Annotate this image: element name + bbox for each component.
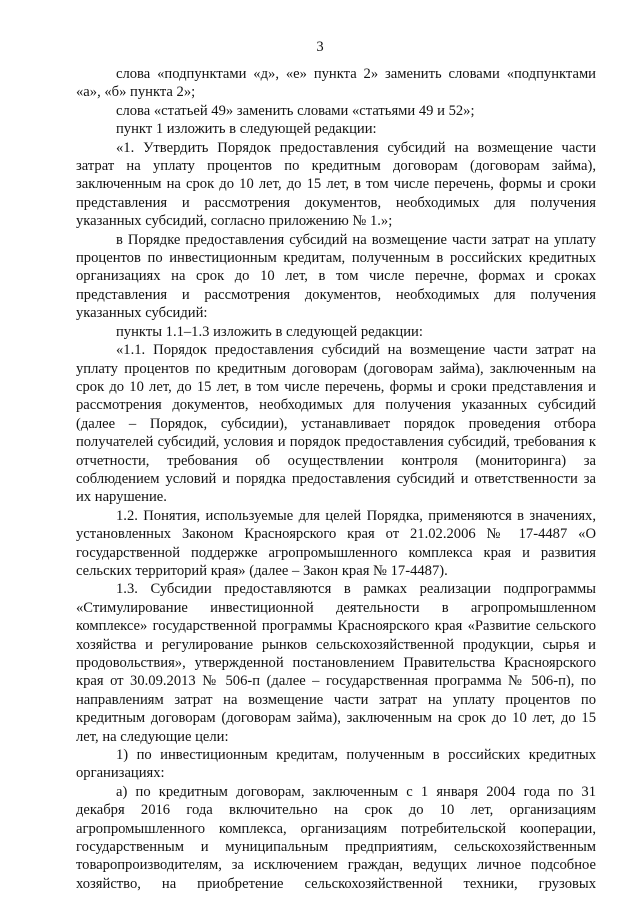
paragraph-replace-articles: слова «статьей 49» заменить словами «статьями 49 и 52»; bbox=[116, 102, 475, 119]
paragraph-subitem-1: 1) по инвестиционным кредитам, полученным в российских кредитных организациях: bbox=[76, 747, 596, 782]
paragraph-subitem-a: а) по кредитным договорам, заключенным с 1 января 2004 года по 31 декабря 2016 года включительно на срок до 10 лет, организациям агропромышленного комплекса, организациям потребительской кооперации, государственным и муниципальным предприятиям, сельскохозяйственным товаропроизводителям, за исключением граждан, ведущих личное подсобное хозяйство, на приобретение сельскохозяйственной техники, грузовых bbox=[76, 783, 596, 892]
paragraph-procedure-amendments: в Порядке предоставления субсидий на возмещение части затрат на уплату процентов по инвестиционным кредитам, полученным в российских кредитных организациях на срок до 10 лет, в том числе перечне, формах и сроках представления и рассмотрения документов, необходимых для получения указанных субсидий: bbox=[76, 231, 596, 322]
page-number: 3 bbox=[316, 39, 324, 55]
paragraph-item1-text: «1. Утвердить Порядок предоставления субсидий на возмещение части затрат на уплату процентов по кредитным договорам (договорам займа), заключенным на срок до 10 лет, до 15 лет, в том числе перечень, формы и сроки представления и рассмотрения документов, необходимых для получения указанных субсидий, согласно приложению № 1.»; bbox=[76, 139, 596, 230]
paragraph-item-1-1: «1.1. Порядок предоставления субсидий на возмещение части затрат на уплату процентов по кредитным договорам (договорам займа), заключенным на срок до 10 лет, до 15 лет, в том числе перечень, формы и сроки представления и рассмотрения документов, необходимых для получения указанных субсидий (далее – Порядок, субсидии), устанавливает порядок проведения отбора получателей субсидий, условия и порядок предоставления субсидий, требования к отчетности, требования об осуществлении контроля (мониторинга) за соблюдением условий и порядка предоставления субсидий и ответственности за их нарушение. bbox=[76, 342, 596, 506]
paragraph-items-1-1-1-3-intro: пункты 1.1–1.3 изложить в следующей редакции: bbox=[116, 323, 423, 340]
paragraph-item1-intro: пункт 1 изложить в следующей редакции: bbox=[116, 121, 377, 138]
paragraph-replace-subitems: слова «подпунктами «д», «е» пункта 2» заменить словами «подпунктами «а», «б» пункта 2»; bbox=[76, 66, 596, 101]
document-body bbox=[76, 65, 596, 893]
paragraph-item-1-3: 1.3. Субсидии предоставляются в рамках реализации подпрограммы «Стимулирование инвестиционной деятельности в агропромышленном комплексе» государственной программы Красноярского края «Развитие сельского хозяйства и регулирование рынков сельскохозяйственной продукции, сырья и продовольствия», утвержденной постановлением Правительства Красноярского края от 30.09.2013 № 506-п (далее – государственная программа № 506-п), по направлениям затрат на возмещение части затрат на уплату процентов по кредитным договорам (договорам займа), заключенным на срок до 10 лет, до 15 лет, на следующие цели: bbox=[76, 581, 596, 745]
paragraph-item-1-2: 1.2. Понятия, используемые для целей Порядка, применяются в значениях, установленных Законом Красноярского края от 21.02.2006 № 17-4487 «О государственной поддержке агропромышленного комплекса края и развития сельских территорий края» (далее – Закон края № 17-4487). bbox=[76, 507, 596, 579]
